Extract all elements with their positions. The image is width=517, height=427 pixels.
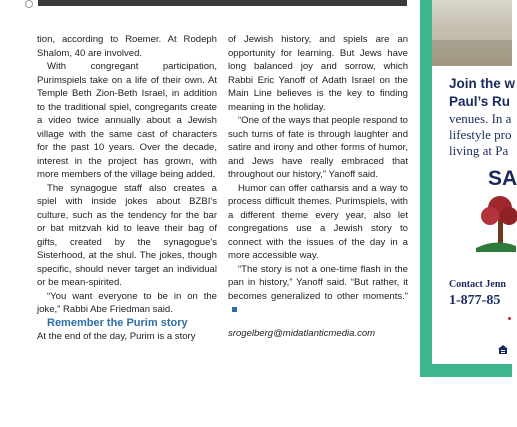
paragraph: At the end of the day, Purim is a story bbox=[37, 331, 196, 342]
equal-housing-icon bbox=[498, 345, 508, 354]
ad-contact: Contact Jenn bbox=[449, 279, 506, 290]
article-column-1 bbox=[37, 33, 217, 344]
ad-photo bbox=[432, 0, 512, 66]
section-subheading: Remember the Purim story bbox=[47, 316, 188, 329]
ad-headline-line-2: Paul’s Ru bbox=[449, 94, 511, 109]
paragraph-text: “The story is not a one-time flash in the pan in history,” Yanoff said. “But rather, it becomes generalized to other moments.” bbox=[228, 263, 408, 302]
end-of-story-icon bbox=[232, 307, 237, 312]
advertisement[interactable] bbox=[432, 0, 517, 364]
paragraph: “One of the ways that people respond to such turns of fate is through laughter and satire and irony and other forms of humor, and Jews have really embraced that throughout our history,” Yanoff said. bbox=[228, 115, 408, 180]
ad-logo-text: SA bbox=[488, 167, 517, 190]
ad-accent-dot bbox=[508, 317, 511, 320]
top-image-strip bbox=[38, 0, 407, 6]
paragraph: With congregant participation, Purimspiels take on a life of their own. At Temple Beth Zion-Beth Israel, in addition to the traditional spiel, congregants create a video twice annually about a Jewish village with the same cast of characters for the past 10 years. Over the decade, interest in the project has grown, with more members of the village being added. bbox=[37, 61, 217, 180]
page-marker-circle bbox=[25, 0, 33, 8]
author-email[interactable]: srogelberg@midatlanticmedia.com bbox=[228, 327, 376, 339]
tree-logo-icon bbox=[476, 190, 516, 252]
paragraph: “You want everyone to be in on the joke,” Rabbi Abe Friedman said. bbox=[37, 290, 217, 315]
ad-phone-number[interactable]: 1-877-85 bbox=[449, 293, 501, 308]
ad-headline-line-1: Join the w bbox=[449, 76, 516, 91]
paragraph: Humor can offer catharsis and a way to process difficult themes. Purimspiels, with a different theme every year, also let congregations use a Jewish story to connect with the issues of the day in a more accessible way. bbox=[228, 182, 408, 261]
paragraph bbox=[228, 263, 408, 317]
ad-body-line-2: lifestyle pro bbox=[449, 127, 512, 142]
paragraph: tion, according to Roemer. At Rodeph Shalom, 40 are involved. bbox=[37, 34, 217, 59]
paragraph: of Jewish history, and spiels are an opportunity for learning. But Jews have long balanced joy and sorrow, which Rabbi Eric Yanoff of Adath Israel on the Main Line believes is the key to finding meaning in the holiday. bbox=[228, 34, 408, 113]
paragraph: The synagogue staff also creates a spiel with inside jokes about BZBI's culture, such as the tendency for the bar or bat mitzvah kid to leave their bag of gifts, created by the synagogue's Sisterhood, at the shul. The jokes, though specific, should never target an individual or be mean-spirited. bbox=[37, 182, 217, 288]
ad-body-line-1: venues. In a bbox=[449, 111, 512, 126]
article-column-2 bbox=[228, 33, 408, 340]
ad-body-line-3: living at Pa bbox=[449, 143, 509, 158]
